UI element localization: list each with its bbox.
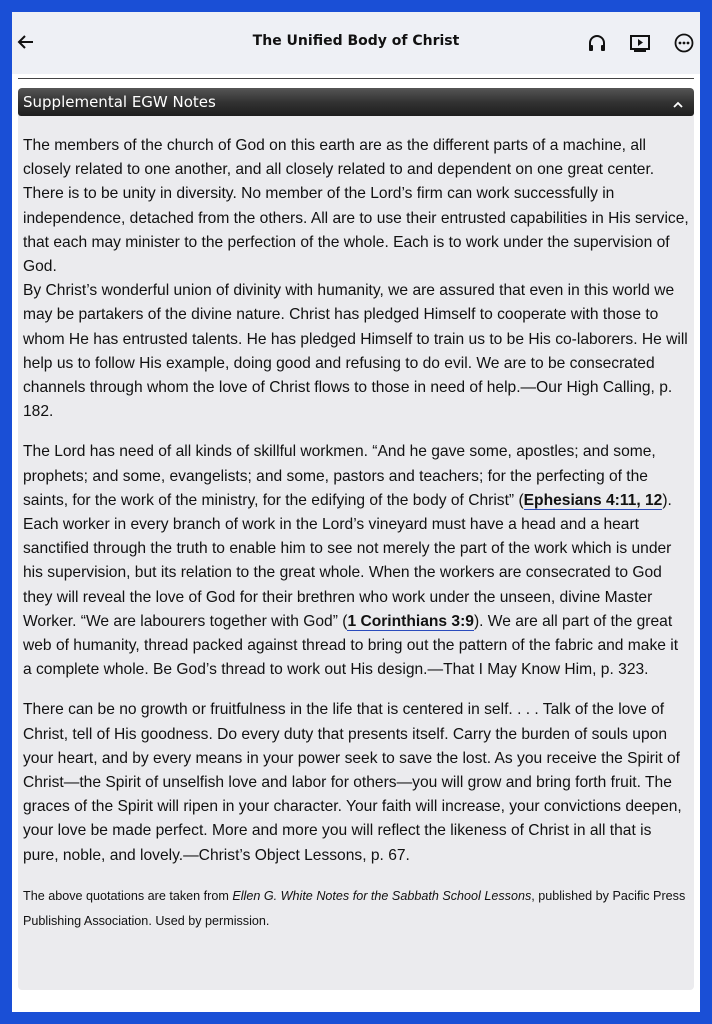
paragraph-2b: ). Each worker in every branch of work in the Lord’s vineyard must have a head and a heart sanctified through the truth to enable him to see not merely the part of the work which is under his supervision, but its relation to the great whole. When the workers are consecrated to God they will reveal the love of God for their brethren who work under the unseen, divine Master Worker. “We are labourers together with God” ( <box>23 491 672 630</box>
paragraph-1b: By Christ’s wonderful union of divinity with humanity, we are assured that even in this world we may be partakers of the divine nature. Christ has pledged Himself to cooperate with those to whom He has entrusted talents. He has pledged Himself to train us to be His co-laborers. He will help us to follow His example, doing good and refusing to do evil. We are to be consecrated channels through whom the love of Christ flows to those in need of help.—Our High Calling, p. 182. <box>23 282 688 421</box>
headphones-icon[interactable] <box>586 32 608 54</box>
paragraph-2 <box>23 440 689 682</box>
divider <box>18 78 694 79</box>
more-icon[interactable] <box>673 32 695 54</box>
app-window <box>12 12 700 1012</box>
scripture-link-ephesians[interactable]: Ephesians 4:11, 12 <box>523 491 663 509</box>
section-content <box>18 116 694 934</box>
chevron-up-icon[interactable] <box>672 96 684 108</box>
egw-notes-section <box>18 88 694 990</box>
section-header[interactable] <box>18 88 694 116</box>
page-title: The Unified Body of Christ <box>252 33 460 49</box>
paragraph-2c: ). We are all part of the great web of humanity, thread packed against thread to bring out the pattern of the fabric and make it a complete whole. Be God’s thread to work out His design.—That I May Know Him, p. 323. <box>23 612 679 679</box>
attribution-after: , published by Pacific Press Publishing Association. Used by permission. <box>23 888 686 928</box>
scripture-link-corinthians[interactable]: 1 Corinthians 3:9 <box>347 612 474 630</box>
play-screen-icon[interactable] <box>629 32 651 54</box>
top-bar <box>12 12 700 74</box>
paragraph-3: There can be no growth or fruitfulness in the life that is centered in self. . . . Talk of the love of Christ, tell of His goodness. Do every duty that presents itself. Carry the burden of souls upon your heart, and by every means in your power seek to save the lost. As you receive the Spirit of Christ—the Spirit of unselfish love and labor for others—you will grow and bring forth fruit. The graces of the Spirit will ripen in your character. Your faith will increase, your convictions deepen, your love be made perfect. More and more you will reflect the likeness of Christ in all that is pure, noble, and lovely.—Christ’s Object Lessons, p. 67. <box>23 701 682 864</box>
paragraph-1 <box>23 134 689 424</box>
paragraph-2a: The Lord has need of all kinds of skillful workmen. “And he gave some, apostles; and some, prophets; and some, evangelists; and some, pastors and teachers; for the perfecting of the saints, for the work of the ministry, for the edifying of the body of Christ” ( <box>23 443 656 509</box>
attribution-before: The above quotations are taken from <box>23 888 233 903</box>
paragraph-1a: The members of the church of God on this earth are as the different parts of a machine, all closely related to one another, and all closely related to and dependent on one great center. There is to be unity in diversity. No member of the Lord’s firm can work successfully in independence, detached from the others. All are to use their entrusted capabilities in His service, that each may minister to the perfection of the whole. Each is to work under the supervision of God. <box>23 137 689 276</box>
attribution-book-title: Ellen G. White Notes for the Sabbath School Lessons <box>232 888 532 903</box>
attribution-note <box>23 884 689 934</box>
section-title: Supplemental EGW Notes <box>23 93 216 111</box>
